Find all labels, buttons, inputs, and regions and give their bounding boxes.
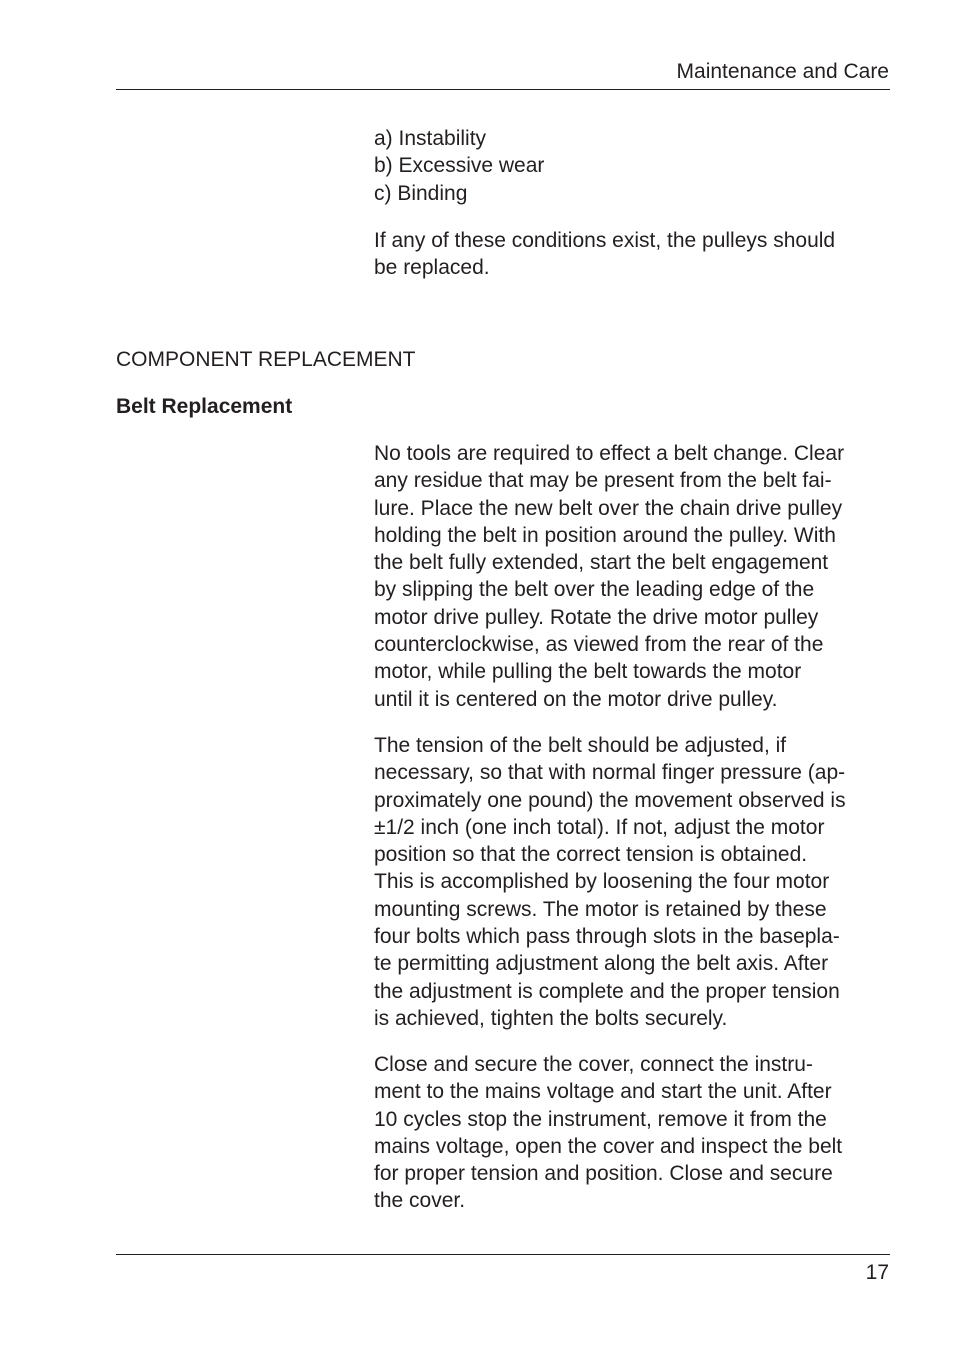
list-item: c) Binding bbox=[374, 181, 468, 205]
pulley-replacement-note bbox=[374, 227, 894, 282]
belt-tension-paragraph bbox=[374, 732, 894, 1032]
paragraph-text: Close and secure the cover, connect the instru- ment to the mains voltage and start the unit. After 10 cycles stop the instrument, remove it from the mains voltage, open the cover and inspect the belt for proper tension and position. Close and secure the cover. bbox=[374, 1053, 843, 1213]
list-item: b) Excessive wear bbox=[374, 154, 545, 178]
paragraph-text: The tension of the belt should be adjusted, if necessary, so that with normal finger pressure (ap- proximately one pound) the movement observed is ±1/2 inch (one inch total). If not, adjust the motor position so that the correct tension is obtained. This is accomplished by loosening the four motor mounting screws. The motor is retained by these four bolts which pass through slots in the basepla- te permitting adjustment along the belt axis. After the adjustment is complete and the proper tension is achieved, tighten the bolts securely. bbox=[374, 734, 846, 1030]
header-rule bbox=[116, 89, 890, 90]
paragraph-text: If any of these conditions exist, the pulleys should be replaced. bbox=[374, 229, 836, 280]
list-item: a) Instability bbox=[374, 127, 487, 150]
running-header-title: Maintenance and Care bbox=[676, 60, 889, 83]
subsection-heading: Belt Replacement bbox=[116, 395, 293, 418]
section-heading: COMPONENT REPLACEMENT bbox=[116, 348, 416, 371]
paragraph-text: No tools are required to effect a belt change. Clear any residue that may be present from the belt fai- lure. Place the new belt over the chain drive pulley holding the belt in position around the pulley. With the belt fully extended, start the belt engagement by slipping the belt over the leading edge of the motor drive pulley. Rotate the drive motor pulley counterclockwise, as viewed from the rear of the motor, while pulling the belt towards the motor until it is centered on the motor drive pulley. bbox=[374, 442, 845, 711]
belt-change-paragraph bbox=[374, 440, 894, 713]
condition-list bbox=[374, 125, 894, 207]
cover-close-paragraph bbox=[374, 1051, 894, 1215]
page-number: 17 bbox=[865, 1261, 889, 1284]
footer-rule bbox=[116, 1254, 890, 1255]
